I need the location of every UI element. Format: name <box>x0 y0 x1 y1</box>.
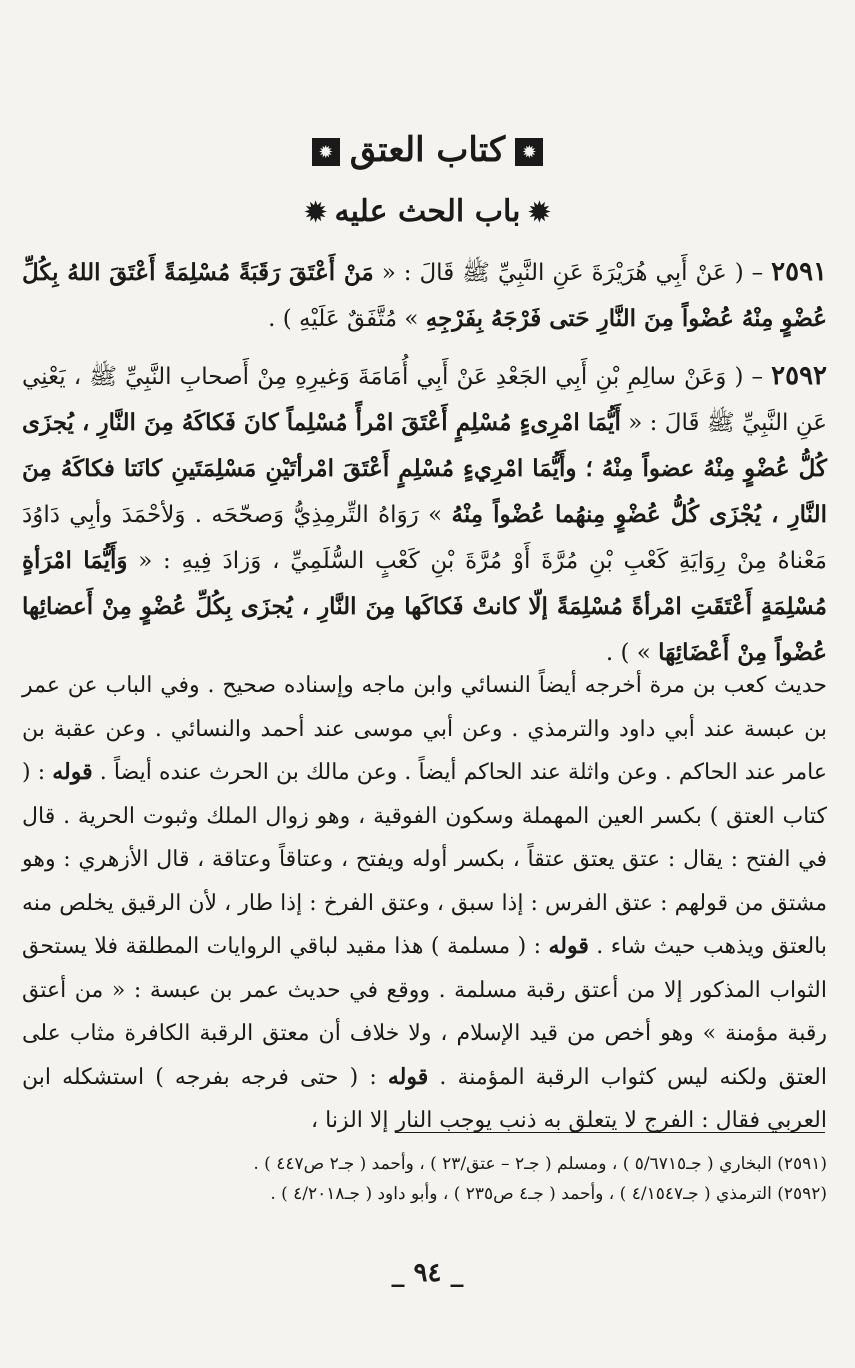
hadith-quote: وَأَيُّمَا امْرَأةٍ مُسْلِمَةٍ أَعْتَقَتِ امْرأةً مُسْلِمَةً إلّا كانتْ فَكاكَها مِنَ النَّارِ ، يُجزَى بِكُلِّ عُضْوٍ مِنْ أَعضائِها عُضْواً مِنْ أَعْضَائِهَا <box>22 547 827 666</box>
ornament-box-icon <box>312 138 340 166</box>
hadith-number: ٢٥٩٢ <box>771 361 827 391</box>
commentary-label: قوله <box>52 759 93 785</box>
hadith-intro: – ( عَنْ أَبِي هُرَيْرَةَ عَنِ النَّبِيِّ ﷺ قَالَ : « <box>381 260 764 286</box>
chapter-title: ✹كتاب العتق✹ <box>0 128 855 172</box>
footnote-divider <box>395 1132 825 1133</box>
ornament-star-icon: ✹ <box>528 198 551 228</box>
hadith-2591 <box>22 250 827 342</box>
hadith-closing: » مُتَّفَقٌ عَلَيْهِ ) . <box>268 306 419 332</box>
footnote: (٢٥٩٢) الترمذي ( جـ٤/١٥٤٧ ) ، وأحمد ( جـ٤ ص٢٣٥ ) ، وأبو داود ( جـ٤/٢٠١٨ ) . <box>270 1184 827 1204</box>
ornament-box-icon <box>515 138 543 166</box>
hadith-quote: أَيُّمَا امْرِىءٍ مُسْلِمٍ أَعْتَقَ امْرأً مُسْلِماً كانَ فَكاكَهُ مِنَ النَّارِ ، يُجزَى كُلُّ عُضْوٍ مِنْهُ عضواً مِنْهُ ؛ وأَيُّمَا امْرِيءٍ مُسْلِمٍ أَعْتَقَ امْرأتَيْنِ مَسْلِمَتَينِ كانَتا فكاكَهُ مِنَ النَّارِ ، يُجْزَى كُلُّ عُضْوٍ مِنهُما عُضْواً مِنْهُ <box>22 409 827 528</box>
section-title: ✹باب الحث عليه✹ <box>304 194 551 229</box>
hadith-quote: مَنْ أَعْتَقَ رَقَبَةً مُسْلِمَةً أَعْتَقَ اللهُ بِكُلِّ عُضْوٍ مِنْهُ عُضْواً مِنَ النَّارِ حَتى فَرْجَهُ بِفَرْجِهِ <box>22 259 827 332</box>
commentary-label: قوله <box>387 1063 429 1090</box>
commentary-text: : ( كتاب العتق ) بكسر العين المهملة وسكون الفوقية ، وهو زوال الملك وثبوت الحرية . قال في الفتح : يقال : عتق يعتق عتقاً ، بكسر أوله ويفتح ، وعتاقاً وعتاقة ، قال الأزهري : وهو مشتق من قولهم : عتق الفرس : إذا سبق ، وعتق الفرخ : إذا طار ، لأن الرقيق يخلص منه بالعتق ويذهب حيث شاء . <box>22 760 827 959</box>
hadith-middle: » رَوَاهُ التِّرمِذِيُّ وَصحّحَه . وَلأحْمَدَ وأبِي دَاوُدَ مَعْناهُ مِنْ رِوَايَةِ كَعْبِ بْنِ مُرَّةَ أَوْ مُرَّةَ بْنِ كَعْبٍ السُّلَمِيِّ ، وَزادَ فِيهِ : « <box>22 502 827 574</box>
commentary-text: حديث كعب بن مرة أخرجه أيضاً النسائي وابن ماجه وإسناده صحيح . وفي الباب عن عمر بن عبسة عند أبي داود والترمذي . وعن أبي موسى عند أحمد والنسائي . وعن عقبة بن عامر عند الحاكم . وعن واثلة عند الحاكم أيضاً . وعن مالك بن الحرث عنده أيضاً . <box>22 673 827 785</box>
commentary-label: قوله <box>548 933 589 959</box>
ornament-star-icon: ✹ <box>304 198 327 228</box>
footnote: (٢٥٩١) البخاري ( جـ٥/٦٧١٥ ) ، ومسلم ( جـ٢ – عتق/٢٣ ) ، وأحمد ( جـ٢ ص٤٤٧ ) . <box>253 1154 827 1174</box>
hadith-number: ٢٥٩١ <box>771 257 827 287</box>
hadith-closing: » ) . <box>605 640 651 666</box>
commentary-text: : ( حتى فرجه بفرجه ) استشكله ابن العربي فقال : الفرج لا يتعلق به ذنب يوجب النار إلا الزنا ، <box>22 1064 827 1133</box>
commentary <box>22 664 827 1143</box>
commentary-text: : ( مسلمة ) هذا مقيد لباقي الروايات المطلقة فلا يستحق الثواب المذكور إلا من أعتق رقبة مسلمة . ووقع في حديث عمر بن عبسة : « من أعتق رقبة مؤمنة » وهو أخص من قيد الإسلام ، ولا خلاف أن معتق الرقبة الكافرة مثاب على العتق ولكنه ليس كثواب الرقبة المؤمنة . <box>22 934 827 1090</box>
page-number: _ ٩٤ _ <box>391 1258 464 1288</box>
hadith-2592 <box>22 354 827 676</box>
hadith-intro: – ( وَعَنْ سالِمِ بْنِ أَبِي الجَعْدِ عَنْ أَبِي أُمَامَةَ وَغيرِهِ مِنْ أَصحابِ النَّبِيِّ ﷺ ، يَعْنِي عَنِ النَّبِيِّ ﷺ قَالَ : « <box>22 364 827 436</box>
